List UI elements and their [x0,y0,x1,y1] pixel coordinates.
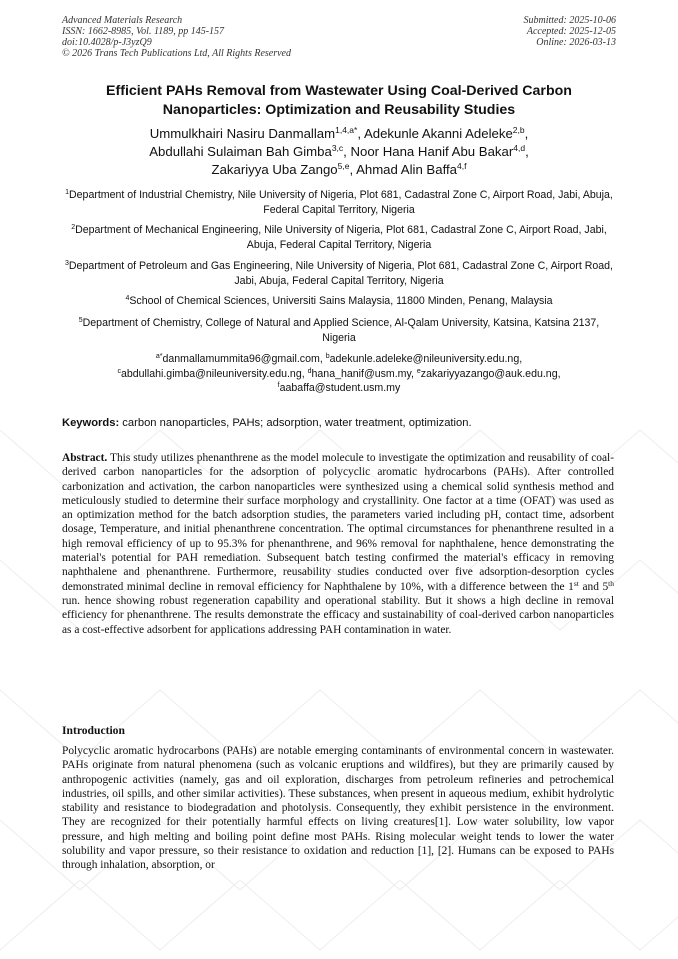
abstract-label: Abstract. [62,452,108,464]
affiliation-2 [62,223,616,253]
date-submitted: Submitted: 2025-10-06 [523,15,616,26]
email-link[interactable]: aabaffa@student.usm.my [279,382,401,394]
author-name: Zakariyya Uba Zango [211,162,338,177]
email-link[interactable]: adekunle.adeleke@nileuniversity.edu.ng [329,353,520,365]
author-name: Abdullahi Sulaiman Bah Gimba [149,144,332,159]
introduction-paragraph: Polycyclic aromatic hydrocarbons (PAHs) are notable emerging contaminants of environmental concern in wastewater. PAHs originate from natural phenomena (such as volcanic eruptions and wildfires), but they are primarily caused by anthropogenic activities (namely, gas and oil exploration, discharges from petroleum refineries and petrochemical industries, oil spills, and other similar activities). These substances, when present in aqueous medium, exhibit hydrolytic stability and resistance to biodegradation and photolysis. Consequently, they exhibit persistence in the environment. They are recognized for their potentially harmful effects on living creatures[1]. Low water solubility, low vapor pressure, and high melting and boiling point define most PAHs. Rising molecular weight tends to lower the water solubility and vapor pressure, so their resistance to oxidation and reduction [1], [2]. Humans can be exposed to PAHs through inhalation, absorption, or [62,745,614,872]
journal-name: Advanced Materials Research [62,15,183,26]
ordinal-superscript: st [573,578,579,588]
affiliation-text: Department of Industrial Chemistry, Nile University of Nigeria, Plot 681, Cadastral Zone C, Airport Road, Jabi, Abuja, Federal Capital Territory, Nigeria [69,189,613,216]
email-link[interactable]: danmallamummita96@gmail.com [162,353,320,365]
email-link[interactable]: zakariyyazango@auk.edu.ng [420,367,558,380]
email-separator: , [557,367,561,380]
affiliation-number: 5 [78,317,83,324]
author-separator: , [349,162,357,177]
author-superscript: 5,e [337,161,350,171]
email-separator: , [301,367,308,380]
date-online: Online: 2026-03-13 [536,37,616,48]
author-separator: , [524,126,529,141]
affiliation-number: 3 [65,260,69,267]
affiliation-number: 1 [65,189,70,196]
affiliation-text: Department of Petroleum and Gas Engineering, Nile University of Nigeria, Plot 681, Cadastral Zone C, Airport Road, Jabi, Abuja, Federal Capital Territory, Nigeria [68,260,613,287]
abstract-paragraph [62,451,614,637]
keywords-line [62,416,616,431]
email-superscript: d [307,367,312,375]
affiliation-5 [62,316,616,346]
email-separator: , [519,353,523,365]
author-name: Adekunle Akanni Adeleke [363,126,513,141]
author-superscript: 1,4,a* [335,125,358,135]
keywords-text: carbon nanoparticles, PAHs; adsorption, water treatment, optimization. [119,417,472,429]
ordinal-superscript: th [608,578,614,588]
author-separator: , [525,144,529,159]
author-superscript: 3,c [331,143,344,153]
section-heading-introduction: Introduction [62,724,125,737]
email-superscript: e [416,367,421,375]
author-name: Ummulkhairi Nasiru Danmallam [149,126,336,141]
abstract-text: This study utilizes phenanthrene as the model molecule to investigate the optimization and reusability of coal-derived carbon nanoparticles for the adsorption of polycyclic aromatic hydrocarbons (PAHs). After controlled carbonization and activation, the carbon nanoparticles were synthesized using a chemical solid synthesis method and meticulously studied to determine their surface morphology and crystallinity. One factor at a time (OFAT) was used as an optimization method for the batch adsorption studies, the parameters varied including pH, contact time, adsorbent dosage, Temperature, and initial phenanthrene concentration. The optimal circumstances for phenanthrene resulted in a high removal efficiency of up to 95.3% for phenanthrene, and 96% removal for naphthalene, hence demonstrating the material's potential for PAH remediation. Subsequent batch testing confirmed the material's efficacy in removing naphthalene and phenanthrene. Furthermore, reusability studies conducted over five adsorption-desorption cycles demonstrated minimal decline in removal efficiency for Naphthalene by 10%, with a difference between the 1 [62,452,614,593]
journal-copyright: © 2026 Trans Tech Publications Ltd, All Rights Reserved [62,48,291,59]
email-link[interactable]: hana_hanif@usm.my [311,367,411,380]
affiliation-1 [62,188,616,218]
date-accepted: Accepted: 2025-12-05 [526,26,616,37]
author-superscript: 4,f [457,161,467,171]
author-emails [62,352,616,396]
email-separator: , [319,353,326,365]
keywords-label: Keywords: [62,417,120,429]
abstract-text: run. hence showing robust regeneration capability and operational stability. But it shows a high decline in removal efficiency for phenanthrene. The results demonstrate the efficacy and sustainability of coal-derived carbon nanoparticles as a cost-effective adsorbent for applications addressing PAH contamination in water. [62,594,614,636]
author-name: Noor Hana Hanif Abu Bakar [350,144,514,159]
affiliation-number: 2 [71,224,76,231]
paper-title: Efficient PAHs Removal from Wastewater Using Coal-Derived Carbon Nanoparticles: Optimization and Reusability Studies [106,83,572,118]
affiliation-text: Department of Chemistry, College of Natural and Applied Science, Al-Qalam University, Katsina, Katsina 2137, Nigeria [82,317,600,344]
email-link[interactable]: abdullahi.gimba@nileuniversity.edu.ng [120,367,302,380]
email-superscript: c [117,367,121,375]
affiliation-3 [62,259,616,289]
email-superscript: b [325,353,330,360]
affiliation-text: School of Chemical Sciences, Universiti Sains Malaysia, 11800 Minden, Penang, Malaysia [129,295,553,307]
author-list [62,125,616,179]
author-superscript: 4,d [513,143,526,153]
author-separator: , [357,126,364,141]
author-superscript: 2,b [512,125,525,135]
email-separator: , [411,367,417,380]
journal-issn: ISSN: 1662-8985, Vol. 1189, pp 145-157 [62,26,225,37]
author-name: Ahmad Alin Baffa [356,162,457,177]
email-superscript: a* [155,353,163,360]
affiliation-number: 4 [125,295,130,302]
journal-doi[interactable]: doi:10.4028/p-J3yzQ9 [62,37,152,48]
email-superscript: f [277,382,280,389]
publication-dates [524,15,617,48]
abstract-text: and 5 [578,580,609,593]
affiliation-4 [62,294,616,309]
journal-info [62,15,291,59]
affiliation-text: Department of Mechanical Engineering, Nile University of Nigeria, Plot 681, Cadastral Zone C, Airport Road, Jabi, Abuja, Federal Capital Territory, Nigeria [75,224,607,251]
author-separator: , [343,144,351,159]
